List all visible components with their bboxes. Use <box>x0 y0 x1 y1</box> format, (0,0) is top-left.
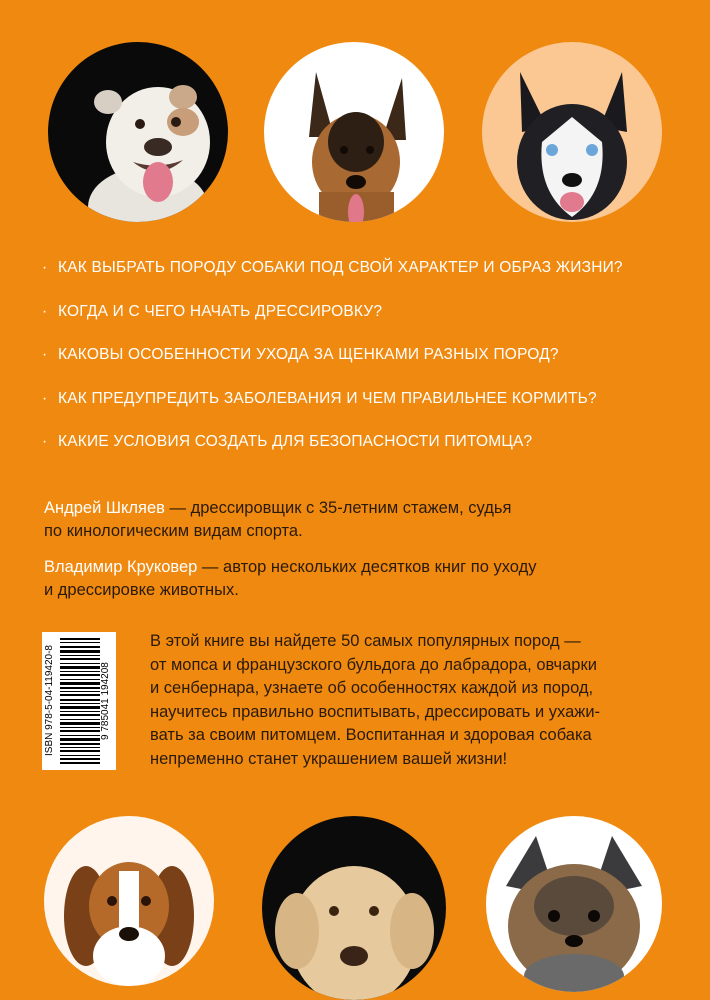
author-bio: — автор нескольких десятков книг по уходу <box>197 558 537 576</box>
author-name: Андрей Шкляев <box>44 499 165 517</box>
author-shklyaev <box>44 497 684 543</box>
bullet-dot: · <box>42 302 48 320</box>
description-line: научитесь правильно воспитывать, дрессировать и ухажи- <box>150 702 601 721</box>
barcode-bars <box>60 638 100 764</box>
author-bio-continued: по кинологическим видам спорта. <box>44 522 303 540</box>
questions-list <box>42 258 682 476</box>
question-item: · КАК ПРЕДУПРЕДИТЬ ЗАБОЛЕВАНИЯ И ЧЕМ ПРАВИЛЬНЕЕ КОРМИТЬ? <box>42 389 597 407</box>
description-line: и сенбернара, узнаете об особенностях каждой из пород, <box>150 679 594 697</box>
question-item: · КОГДА И С ЧЕГО НАЧАТЬ ДРЕССИРОВКУ? <box>42 302 383 320</box>
author-bio-continued: и дрессировке животных. <box>44 581 239 599</box>
description-line: от мопса и французского бульдога до лабрадора, овчарки <box>150 655 597 674</box>
authors-section <box>44 497 684 615</box>
author-name: Владимир Круковер <box>44 558 198 576</box>
book-description <box>150 630 680 771</box>
barcode-digits: 9 785041 194208 <box>100 662 111 740</box>
bullet-dot: · <box>42 389 48 407</box>
beagle-photo <box>44 816 214 986</box>
german-shepherd-photo <box>264 42 444 222</box>
question-item: · КАК ВЫБРАТЬ ПОРОДУ СОБАКИ ПОД СВОЙ ХАРАКТЕР И ОБРАЗ ЖИЗНИ? <box>42 259 623 276</box>
bullet-dot: · <box>42 433 48 450</box>
isbn-text: ISBN 978-5-04-119420-8 <box>44 645 55 757</box>
author-bio: — дрессировщик с 35-летним стажем, судья <box>164 499 512 517</box>
description-line: В этой книге вы найдете 50 самых популярных пород — <box>150 632 581 650</box>
labrador-photo <box>262 816 446 1000</box>
author-krukover <box>44 556 684 602</box>
isbn-barcode <box>42 632 116 770</box>
question-item: · КАКИЕ УСЛОВИЯ СОЗДАТЬ ДЛЯ БЕЗОПАСНОСТИ ПИТОМЦА? <box>42 433 533 450</box>
bullet-dot: · <box>42 346 48 363</box>
bullet-dot: · <box>42 259 48 276</box>
description-line: непременно станет украшением вашей жизни! <box>150 749 508 768</box>
yorkshire-terrier-photo <box>486 816 662 992</box>
bulldog-photo <box>48 42 228 222</box>
husky-photo <box>482 42 662 222</box>
question-item: · КАКОВЫ ОСОБЕННОСТИ УХОДА ЗА ЩЕНКАМИ РАЗНЫХ ПОРОД? <box>42 346 559 363</box>
description-line: вать за своим питомцем. Воспитанная и здоровая собака <box>150 726 592 744</box>
